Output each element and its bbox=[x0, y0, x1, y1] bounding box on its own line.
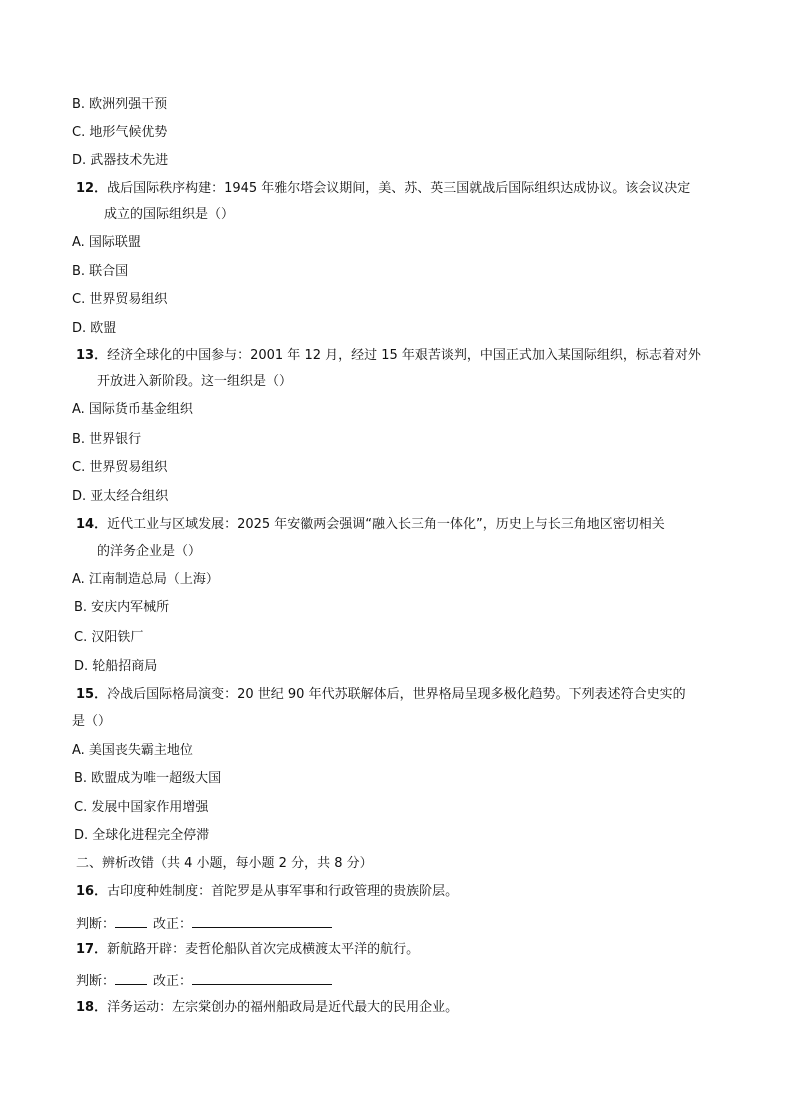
q11-option-d: D. 武器技术先进 bbox=[72, 153, 169, 168]
q15-number: 15． bbox=[76, 687, 108, 702]
q14-option-b: B. 安庆内军械所 bbox=[74, 600, 170, 615]
q11-option-b: B. 欧洲列强干预 bbox=[72, 97, 168, 112]
q16-text: 古印度种姓制度：首陀罗是从事军事和行政管理的贵族阶层。 bbox=[107, 884, 459, 899]
q14-number: 14． bbox=[76, 517, 108, 532]
q15-stem-line2: 是（） bbox=[72, 714, 112, 729]
q15-option-b: B. 欧盟成为唯一超级大国 bbox=[74, 771, 222, 786]
q12-option-c: C. 世界贸易组织 bbox=[72, 292, 168, 307]
q16-judge-blank[interactable] bbox=[115, 913, 147, 928]
q13-option-d: D. 亚太经合组织 bbox=[72, 489, 169, 504]
section2-heading: 二、辨析改错（共 4 小题，每小题 2 分，共 8 分） bbox=[76, 856, 373, 871]
q13-option-c: C. 世界贸易组织 bbox=[72, 460, 168, 475]
q13-stem-line1 bbox=[76, 347, 701, 365]
q12-text-line1: 战后国际秩序构建：1945 年雅尔塔会议期间，美、苏、英三国就战后国际组织达成协议。该会议决定 bbox=[107, 181, 691, 196]
q12-stem-line1 bbox=[76, 180, 690, 198]
q12-option-a: A. 国际联盟 bbox=[72, 235, 141, 250]
q12-option-d: D. 欧盟 bbox=[72, 321, 117, 336]
q17-stem bbox=[76, 941, 419, 959]
q13-text-line1: 经济全球化的中国参与：2001 年 12 月，经过 15 年艰苦谈判，中国正式加入某国际组织，标志着对外 bbox=[107, 348, 701, 363]
q14-stem-line2: 的洋务企业是（） bbox=[97, 544, 202, 559]
q16-fix-label: 改正： bbox=[153, 917, 193, 932]
q14-option-a: A. 江南制造总局（上海） bbox=[72, 572, 219, 587]
q17-judge-blank[interactable] bbox=[115, 970, 147, 985]
q14-text-line1: 近代工业与区域发展：2025 年安徽两会强调“融入长三角一体化”，历史上与长三角地区密切相关 bbox=[107, 517, 665, 532]
q17-fix-label: 改正： bbox=[153, 974, 193, 989]
q18-text: 洋务运动：左宗棠创办的福州船政局是近代最大的民用企业。 bbox=[107, 1000, 459, 1015]
q17-fix-blank[interactable] bbox=[192, 970, 332, 985]
q16-judge-label: 判断： bbox=[76, 917, 116, 932]
q18-number: 18． bbox=[76, 1000, 108, 1015]
q17-number: 17． bbox=[76, 942, 108, 957]
q14-stem-line1 bbox=[76, 516, 665, 534]
q11-option-c: C. 地形气候优势 bbox=[72, 125, 168, 140]
q15-option-d: D. 全球化进程完全停滞 bbox=[74, 828, 210, 843]
q15-text-line1: 冷战后国际格局演变：20 世纪 90 年代苏联解体后，世界格局呈现多极化趋势。下列表述符合史实的 bbox=[107, 687, 686, 702]
q13-stem-line2: 开放进入新阶段。这一组织是（） bbox=[97, 374, 293, 389]
q12-stem-line2: 成立的国际组织是（） bbox=[104, 207, 235, 222]
q16-number: 16． bbox=[76, 884, 108, 899]
q13-option-b: B. 世界银行 bbox=[72, 432, 142, 447]
q15-option-a: A. 美国丧失霸主地位 bbox=[72, 743, 193, 758]
q17-text: 新航路开辟：麦哲伦船队首次完成横渡太平洋的航行。 bbox=[107, 942, 420, 957]
q15-option-c: C. 发展中国家作用增强 bbox=[74, 800, 209, 815]
q16-stem bbox=[76, 883, 458, 901]
q16-answer-row bbox=[76, 913, 332, 934]
q13-option-a: A. 国际货币基金组织 bbox=[72, 402, 193, 417]
q16-fix-blank[interactable] bbox=[192, 913, 332, 928]
q17-judge-label: 判断： bbox=[76, 974, 116, 989]
q12-option-b: B. 联合国 bbox=[72, 264, 129, 279]
q12-number: 12． bbox=[76, 181, 108, 196]
q13-number: 13． bbox=[76, 348, 108, 363]
q17-answer-row bbox=[76, 970, 332, 991]
q14-option-c: C. 汉阳铁厂 bbox=[74, 630, 144, 645]
q18-stem bbox=[76, 999, 458, 1017]
q14-option-d: D. 轮船招商局 bbox=[74, 659, 158, 674]
q15-stem-line1 bbox=[76, 686, 686, 704]
